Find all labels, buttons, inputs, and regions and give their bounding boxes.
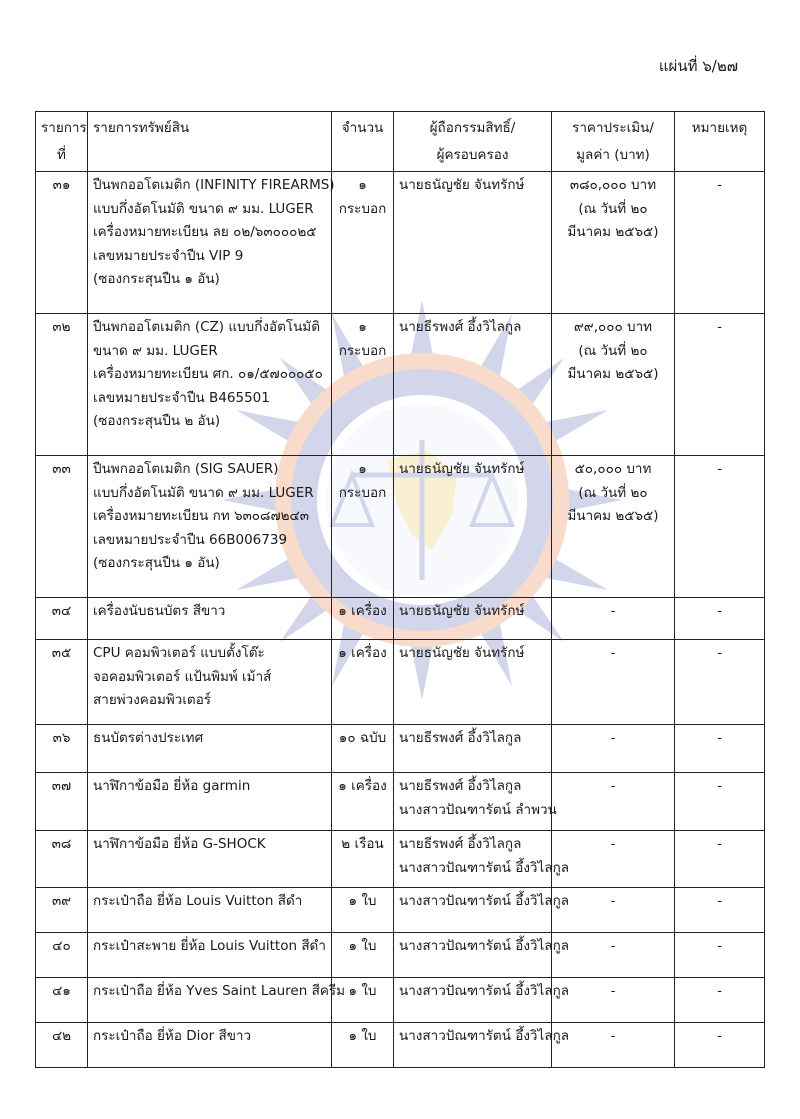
asset-value	[552, 172, 675, 314]
asset-note: -	[675, 831, 765, 888]
asset-owner	[394, 172, 552, 314]
row-number: ๓๙	[36, 888, 88, 933]
asset-owner-line: นางสาวปัณฑารัตน์ อึ้งวิไลกูล	[399, 938, 570, 954]
asset-owner	[394, 831, 570, 888]
asset-value-line: (ณ วันที่ ๒๐	[578, 484, 648, 501]
asset-description	[88, 314, 332, 456]
asset-value	[552, 978, 675, 1023]
table-row	[36, 172, 765, 314]
row-number: ๓๖	[36, 725, 88, 773]
col-header-note: หมายเหตุ	[675, 112, 765, 172]
asset-description-line: กระเป๋าสะพาย ยี่ห้อ Louis Vuitton สีดำ	[93, 938, 326, 954]
asset-value-line: -	[610, 1028, 616, 1044]
asset-description	[88, 978, 345, 1023]
asset-description	[88, 1023, 332, 1068]
asset-description-line: (ซองกระสุนปืน ๑ อัน)	[93, 271, 220, 288]
asset-owner-line: นายธีรพงศ์ อึ้งวิไลกูล	[399, 778, 522, 794]
asset-description	[88, 172, 335, 314]
asset-description-line: แบบกึ่งอัตโนมัติ ขนาด ๙ มม. LUGER	[93, 484, 314, 501]
asset-description	[88, 456, 332, 598]
table-row	[36, 725, 765, 773]
asset-owner-line: นายธีรพงศ์ อึ้งวิไลกูล	[399, 836, 522, 852]
asset-value-line: ๙๙,๐๐๐ บาท	[573, 319, 653, 335]
table-row	[36, 456, 765, 598]
asset-description-line: จอคอมพิวเตอร์ แป้นพิมพ์ เม้าส์	[93, 668, 272, 685]
asset-description-line: นาฬิกาข้อมือ ยี่ห้อ garmin	[93, 778, 251, 794]
asset-value	[552, 888, 675, 933]
asset-description	[88, 640, 332, 725]
asset-owner	[394, 598, 552, 640]
col-header-item: รายการทรัพย์สิน	[88, 112, 332, 172]
asset-note: -	[675, 773, 765, 831]
asset-value	[552, 598, 675, 640]
asset-owner	[394, 640, 552, 725]
asset-description	[88, 888, 332, 933]
col-header-value: ราคาประเมิน/ มูลค่า (บาท)	[552, 112, 675, 172]
table-row	[36, 933, 765, 978]
asset-quantity-line: ๒ เรือน	[341, 836, 384, 852]
asset-description	[88, 831, 332, 888]
asset-quantity	[332, 598, 394, 640]
asset-value	[552, 1023, 675, 1068]
table-row	[36, 831, 765, 888]
col-header-owner: ผู้ถือกรรมสิทธิ์/ ผู้ครอบครอง	[394, 112, 552, 172]
asset-note: -	[675, 978, 765, 1023]
asset-value	[552, 640, 675, 725]
row-number: ๓๒	[36, 314, 88, 456]
asset-value-line: มีนาคม ๒๕๖๕)	[567, 366, 659, 383]
asset-value-line: มีนาคม ๒๕๖๕)	[567, 508, 659, 525]
table-row	[36, 640, 765, 725]
asset-value	[552, 773, 675, 831]
asset-description-line: แบบกึ่งอัตโนมัติ ขนาด ๙ มม. LUGER	[93, 200, 314, 217]
asset-quantity-line: ๑	[358, 177, 367, 193]
asset-description	[88, 598, 332, 640]
asset-owner-line: นายธนัญชัย จันทรักษ์	[399, 461, 525, 477]
asset-owner-line: นางสาวปัณฑารัตน์ ลำพวน	[399, 801, 557, 818]
asset-description	[88, 933, 332, 978]
asset-owner-line: นายธีรพงศ์ อึ้งวิไลกูล	[399, 730, 522, 746]
asset-owner-line: นางสาวปัณฑารัตน์ อึ้งวิไลกูล	[399, 1028, 570, 1044]
asset-quantity-line: ๑ เครื่อง	[338, 603, 387, 619]
table-row	[36, 1023, 765, 1068]
asset-description	[88, 773, 332, 831]
asset-owner	[394, 773, 557, 831]
asset-value	[552, 725, 675, 773]
asset-quantity	[332, 1023, 394, 1068]
asset-quantity-line: ๑	[358, 319, 367, 335]
asset-owner	[394, 725, 552, 773]
asset-owner	[394, 314, 552, 456]
asset-description-line: เลขหมายประจำปืน 66B006739	[93, 531, 288, 548]
row-number: ๓๘	[36, 831, 88, 888]
asset-value	[552, 456, 675, 598]
asset-note: -	[675, 456, 765, 598]
asset-value-line: มีนาคม ๒๕๖๕)	[567, 224, 659, 241]
row-number: ๔๒	[36, 1023, 88, 1068]
asset-value-line: -	[610, 730, 616, 746]
asset-value-line: -	[610, 603, 616, 619]
asset-owner-line: นายธีรพงศ์ อึ้งวิไลกูล	[399, 319, 522, 335]
asset-quantity-line: กระบอก	[338, 342, 387, 359]
asset-quantity-line: ๑ ใบ	[348, 893, 377, 909]
asset-quantity	[332, 773, 394, 831]
asset-value	[552, 831, 675, 888]
asset-note: -	[675, 725, 765, 773]
asset-owner-line: นายธนัญชัย จันทรักษ์	[399, 645, 525, 661]
asset-quantity-line: ๑ ใบ	[348, 983, 377, 999]
asset-table	[35, 111, 765, 1068]
table-body	[36, 172, 765, 1068]
asset-quantity	[332, 640, 394, 725]
asset-quantity-line: กระบอก	[338, 484, 387, 501]
asset-quantity	[332, 888, 394, 933]
asset-value-line: -	[610, 645, 616, 661]
asset-value-line: -	[610, 893, 616, 909]
asset-owner	[394, 933, 570, 978]
row-number: ๓๑	[36, 172, 88, 314]
asset-description-line: เครื่องหมายทะเบียน ศก. ๐๑/๕๗๐๐๐๕๐	[93, 366, 323, 383]
table-row	[36, 314, 765, 456]
asset-description-line: เลขหมายประจำปืน VIP 9	[93, 247, 244, 264]
asset-value	[552, 933, 675, 978]
asset-quantity-line: กระบอก	[338, 200, 387, 217]
asset-owner	[394, 888, 570, 933]
asset-description-line: ขนาด ๙ มม. LUGER	[93, 342, 218, 359]
asset-note: -	[675, 598, 765, 640]
table-row	[36, 773, 765, 831]
asset-quantity	[332, 172, 394, 314]
col-header-qty: จำนวน	[332, 112, 394, 172]
row-number: ๓๓	[36, 456, 88, 598]
asset-description-line: กระเป๋าถือ ยี่ห้อ Dior สีขาว	[93, 1028, 252, 1044]
asset-value-line: -	[610, 778, 616, 794]
asset-value-line: -	[610, 938, 616, 954]
asset-owner	[394, 456, 552, 598]
asset-note: -	[675, 888, 765, 933]
col-header-no: รายการที่	[36, 112, 88, 172]
asset-description-line: กระเป๋าถือ ยี่ห้อ Louis Vuitton สีดำ	[93, 893, 303, 909]
asset-quantity	[332, 831, 394, 888]
asset-value	[552, 314, 675, 456]
asset-quantity	[332, 456, 394, 598]
asset-note: -	[675, 314, 765, 456]
asset-quantity	[332, 725, 394, 773]
asset-description-line: สายพ่วงคอมพิวเตอร์	[93, 692, 212, 709]
asset-quantity-line: ๑	[358, 461, 367, 477]
asset-description	[88, 725, 332, 773]
table-row	[36, 598, 765, 640]
asset-quantity-line: ๑ เครื่อง	[338, 645, 387, 661]
asset-value-line: -	[610, 983, 616, 999]
asset-quantity-line: ๑ ใบ	[348, 1028, 377, 1044]
asset-description-line: ปืนพกออโตเมติก (CZ) แบบกึ่งอัตโนมัติ	[93, 319, 320, 335]
row-number: ๔๑	[36, 978, 88, 1023]
asset-owner	[394, 1023, 570, 1068]
asset-owner-line: นางสาวปัณฑารัตน์ อึ้งวิไลกูล	[399, 859, 570, 876]
asset-value-line: (ณ วันที่ ๒๐	[578, 200, 648, 217]
asset-quantity-line: ๑ เครื่อง	[338, 778, 387, 794]
asset-value-line: -	[610, 836, 616, 852]
asset-description-line: กระเป๋าถือ ยี่ห้อ Yves Saint Lauren สีครีม	[93, 983, 345, 999]
asset-note: -	[675, 172, 765, 314]
asset-value-line: ๕๐,๐๐๐ บาท	[574, 461, 652, 477]
row-number: ๓๗	[36, 773, 88, 831]
asset-quantity-line: ๑๐ ฉบับ	[338, 730, 387, 746]
row-number: ๓๔	[36, 598, 88, 640]
asset-note: -	[675, 933, 765, 978]
asset-description-line: เครื่องหมายทะเบียน ลย ๐๒/๖๓๐๐๐๒๕	[93, 224, 317, 241]
asset-owner-line: นางสาวปัณฑารัตน์ อึ้งวิไลกูล	[399, 983, 570, 999]
asset-description-line: CPU คอมพิวเตอร์ แบบตั้งโต๊ะ	[93, 645, 265, 661]
asset-description-line: เลขหมายประจำปืน B465501	[93, 389, 270, 406]
asset-owner-line: นางสาวปัณฑารัตน์ อึ้งวิไลกูล	[399, 893, 570, 909]
table-row	[36, 888, 765, 933]
asset-description-line: ปืนพกออโตเมติก (INFINITY FIREARMS)	[93, 177, 335, 193]
asset-description-line: เครื่องหมายทะเบียน กท ๖๓๐๘๗๒๔๓	[93, 508, 309, 525]
asset-quantity	[332, 933, 394, 978]
row-number: ๔๐	[36, 933, 88, 978]
asset-description-line: ธนบัตรต่างประเทศ	[93, 730, 204, 746]
asset-owner-line: นายธนัญชัย จันทรักษ์	[399, 177, 525, 193]
asset-description-line: (ซองกระสุนปืน ๑ อัน)	[93, 555, 220, 572]
asset-description-line: (ซองกระสุนปืน ๒ อัน)	[93, 413, 221, 430]
asset-value-line: (ณ วันที่ ๒๐	[578, 342, 648, 359]
asset-owner	[394, 978, 570, 1023]
table-row	[36, 978, 765, 1023]
asset-note: -	[675, 1023, 765, 1068]
page-number: แผ่นที่ ๖/๒๗	[658, 57, 738, 75]
asset-description-line: นาฬิกาข้อมือ ยี่ห้อ G-SHOCK	[93, 836, 266, 852]
asset-description-line: ปืนพกออโตเมติก (SIG SAUER)	[93, 461, 279, 477]
asset-quantity-line: ๑ ใบ	[348, 938, 377, 954]
asset-description-line: เครื่องนับธนบัตร สีขาว	[93, 603, 226, 619]
row-number: ๓๕	[36, 640, 88, 725]
asset-quantity	[332, 314, 394, 456]
asset-value-line: ๓๘๐,๐๐๐ บาท	[569, 177, 657, 193]
asset-note: -	[675, 640, 765, 725]
asset-owner-line: นายธนัญชัย จันทรักษ์	[399, 603, 525, 619]
table-header-row	[36, 112, 765, 172]
